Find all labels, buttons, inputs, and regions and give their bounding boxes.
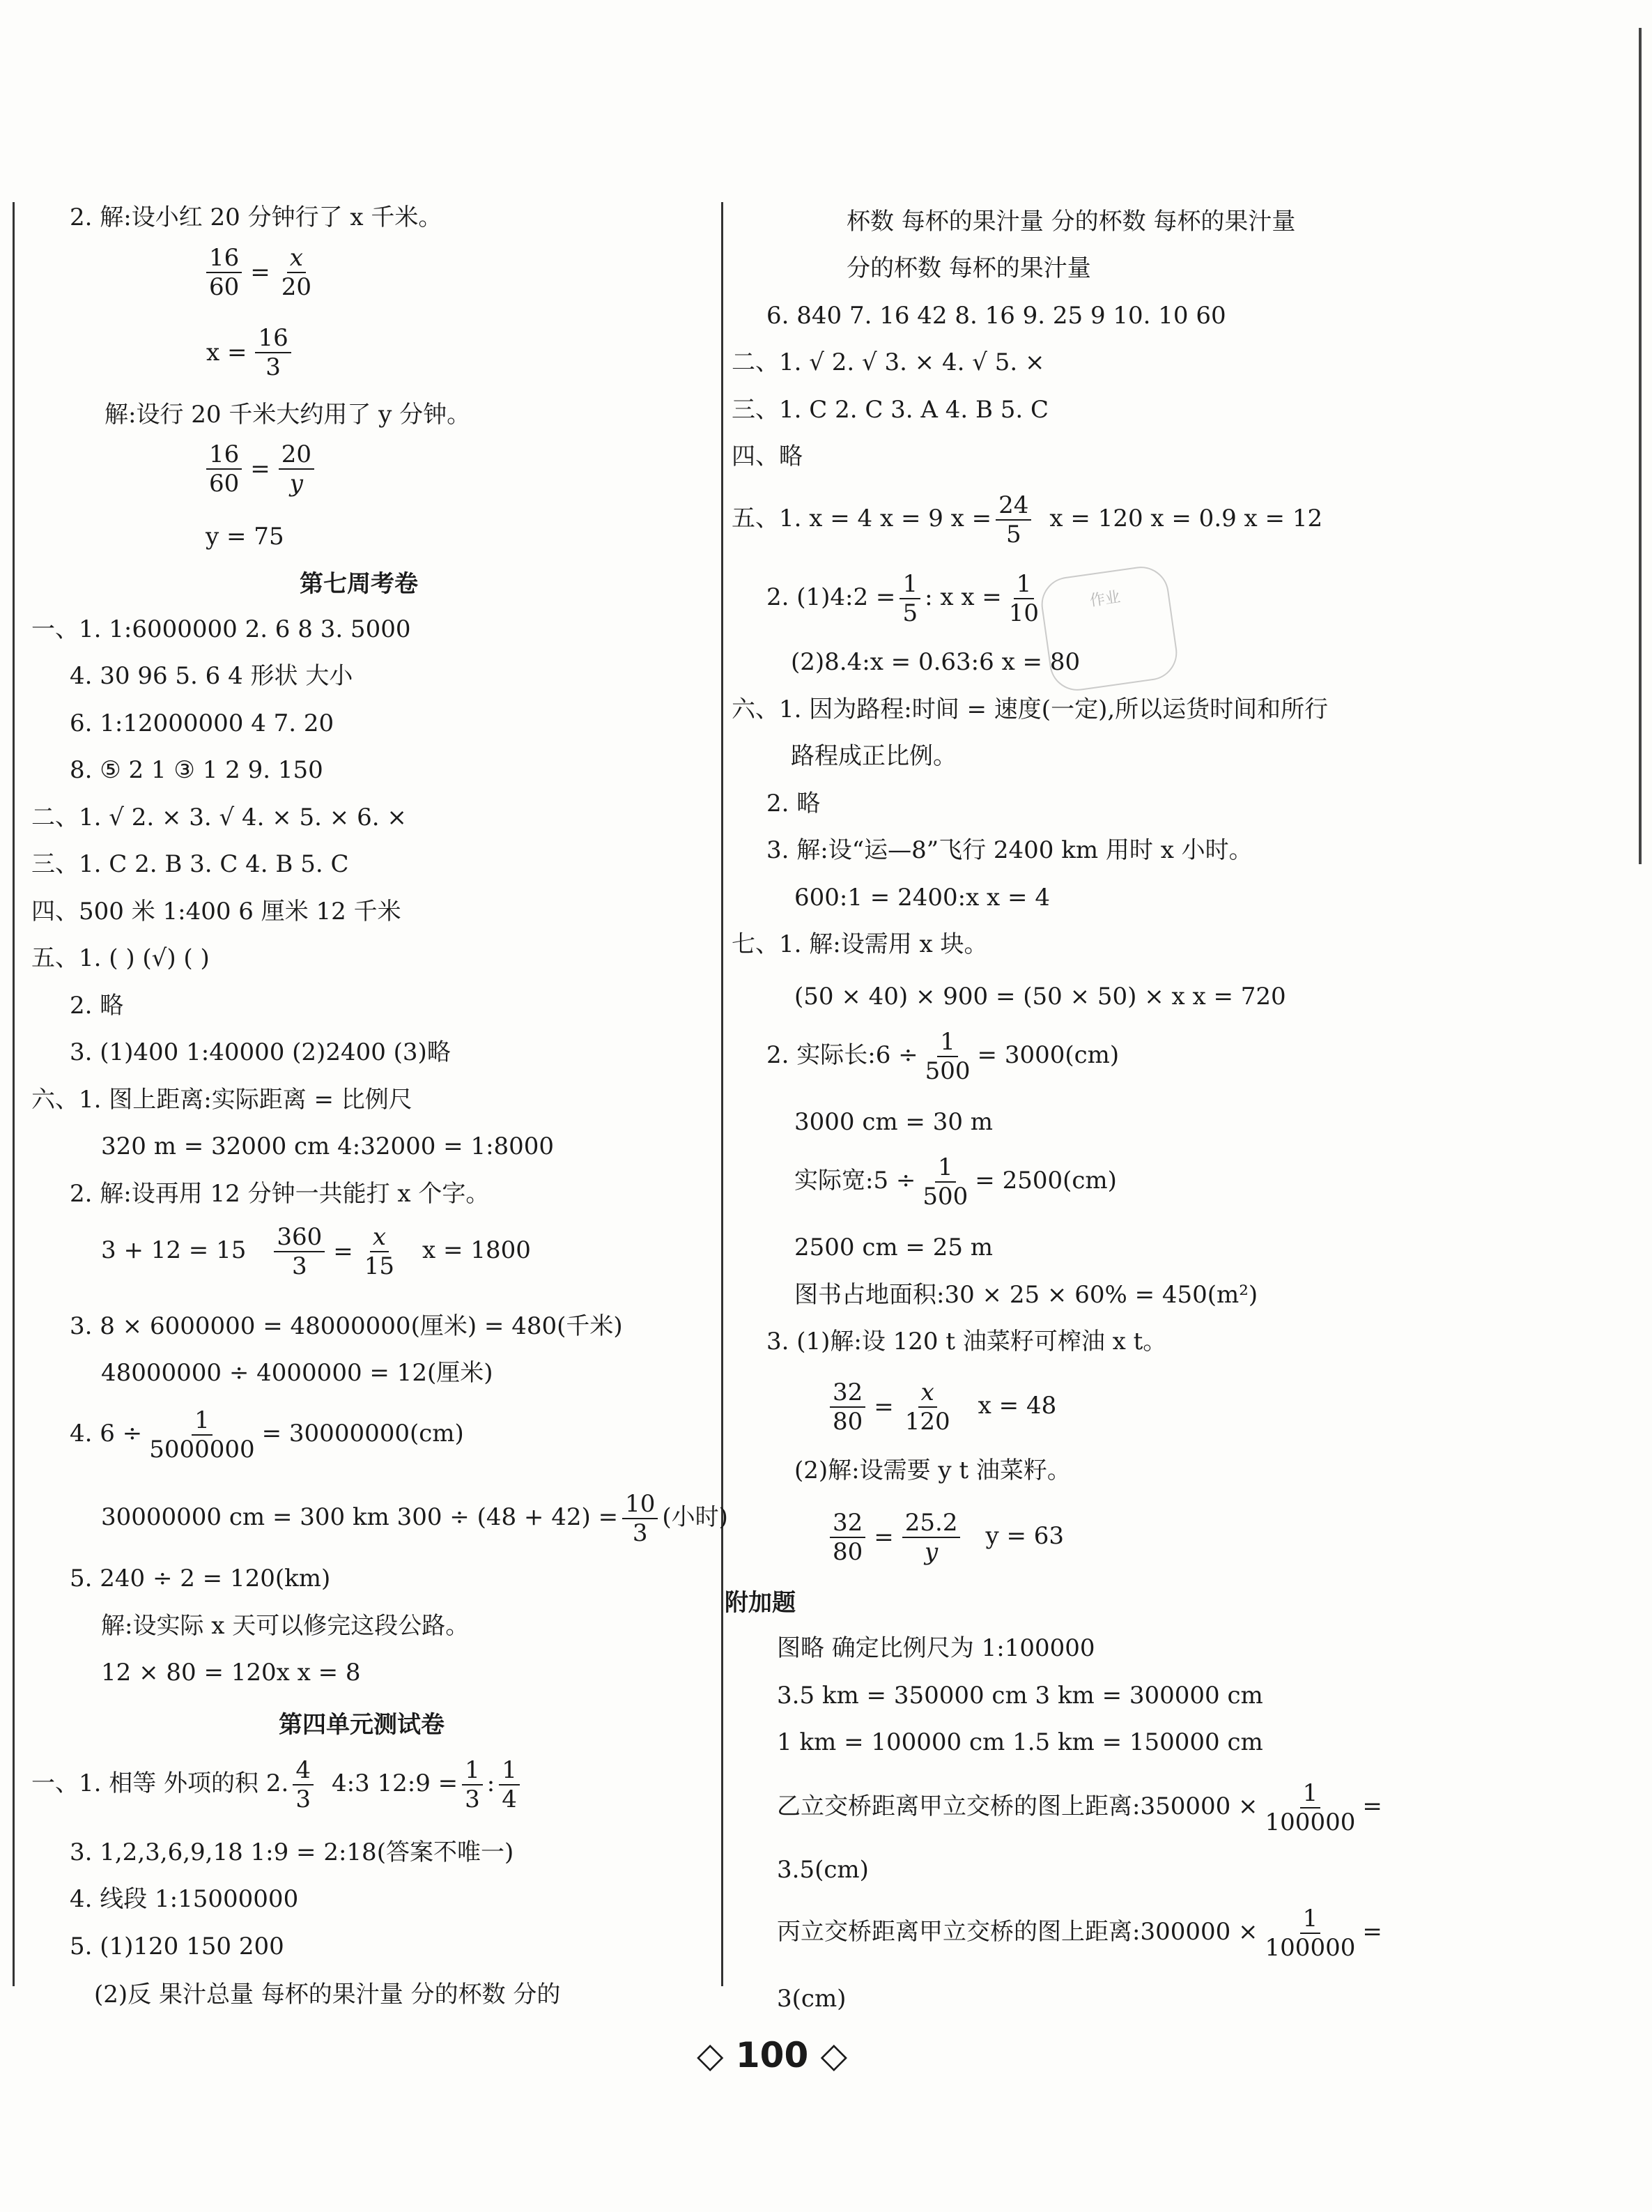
fraction: $\frac{1}{100000}$ — [1265, 1905, 1356, 1962]
fraction: $\frac{x}{120}$ — [904, 1378, 950, 1436]
text-line: 4. 线段 1:15000000 — [70, 1885, 299, 1913]
fraction: $\frac{32}{80}$ — [830, 1378, 865, 1436]
equation: $\frac{16}{60}$ = $\frac{20}{y}$ — [202, 440, 318, 498]
fraction: $\frac{1}{500}$ — [925, 1028, 971, 1085]
equation: 乙立交桥距离甲立交桥的图上距离:350000 × $\frac{1}{100000}$ = — [777, 1779, 1382, 1836]
left-column — [0, 0, 728, 2212]
text-line: 5. 240 ÷ 2 = 120(km) — [70, 1565, 331, 1592]
equation: $\frac{16}{60}$ = $\frac{x}{20}$ — [202, 244, 318, 301]
equation: 2. 实际长:6 ÷ $\frac{1}{500}$ = 3000(cm) — [766, 1028, 1120, 1085]
text-line: 一、1. 1:6000000 2. 6 8 3. 5000 — [31, 615, 411, 643]
fraction: $\frac{1}{10}$ — [1008, 570, 1040, 627]
fraction: $\frac{16}{60}$ — [206, 244, 242, 301]
equation: $\frac{32}{80}$ = $\frac{x}{120}$ x = 48 — [826, 1378, 1056, 1436]
fraction: $\frac{360}{3}$ — [274, 1223, 325, 1280]
text-line: 4. 30 96 5. 6 4 形状 大小 — [70, 662, 353, 690]
text-line: 12 × 80 = 120x x = 8 — [101, 1659, 361, 1687]
text-line: 2. 解:设小红 20 分钟行了 x 千米。 — [70, 203, 442, 231]
equation: 4. 6 ÷ $\frac{1}{5000000}$ = 30000000(cm) — [70, 1406, 464, 1464]
equation: $\frac{32}{80}$ = $\frac{25.2}{y}$ y = 63 — [826, 1509, 1064, 1566]
text-line: 8. ⑤ 2 1 ③ 1 2 9. 150 — [70, 756, 323, 784]
fraction: $\frac{x}{15}$ — [364, 1223, 395, 1280]
equation: 五、1. x = 4 x = 9 x = $\frac{24}{5}$ x = 120 x = 0.9 x = 12 — [732, 491, 1323, 548]
fraction: $\frac{16}{3}$ — [255, 324, 291, 381]
text-line: 6. 1:12000000 4 7. 20 — [70, 709, 334, 737]
text-line: 3. 8 × 6000000 = 48000000(厘米) = 480(千米) — [70, 1312, 623, 1340]
text-line: 图书占地面积:30 × 25 × 60% = 450(m²) — [794, 1281, 1258, 1309]
fraction: $\frac{1}{500}$ — [923, 1153, 968, 1211]
page-number: ◇ 100 ◇ — [697, 2035, 848, 2075]
text-line: 分的杯数 每杯的果汁量 — [847, 254, 1091, 282]
text-line: 五、1. ( ) (√) ( ) — [31, 944, 210, 972]
equation: 30000000 cm = 300 km 300 ÷ (48 + 42) = $\frac{10}{3}$ (小时) — [101, 1490, 728, 1547]
watermark-stamp: 作业 — [1037, 563, 1180, 694]
text-line: 2. 解:设再用 12 分钟一共能打 x 个字。 — [70, 1180, 490, 1208]
right-column — [725, 0, 1630, 2212]
text-line: 48000000 ÷ 4000000 = 12(厘米) — [101, 1359, 493, 1387]
text-line: 六、1. 因为路程:时间 = 速度(一定),所以运货时间和所行 — [732, 696, 1329, 723]
text-line: 3. 1,2,3,6,9,18 1:9 = 2:18(答案不唯一) — [70, 1838, 514, 1866]
fraction: $\frac{10}{3}$ — [622, 1490, 658, 1547]
text-line: 杯数 每杯的果汁量 分的杯数 每杯的果汁量 — [847, 208, 1296, 236]
text-line: y = 75 — [206, 523, 284, 551]
section-heading: 第四单元测试卷 — [279, 1711, 445, 1739]
equation: x = $\frac{16}{3}$ — [202, 324, 295, 381]
text-line: 2500 cm = 25 m — [794, 1234, 994, 1261]
equation: 实际宽:5 ÷ $\frac{1}{500}$ = 2500(cm) — [794, 1153, 1117, 1211]
text-line: 图略 确定比例尺为 1:100000 — [777, 1634, 1095, 1662]
text-line: 3. 解:设“运—8”飞行 2400 km 用时 x 小时。 — [766, 836, 1253, 864]
fraction: $\frac{20}{y}$ — [279, 440, 314, 498]
text-line: 路程成正比例。 — [791, 742, 957, 770]
section-heading: 附加题 — [725, 1589, 796, 1617]
fraction: $\frac{1}{5}$ — [900, 570, 920, 627]
text-line: 2. 略 — [70, 992, 124, 1020]
text-line: 3. (1)400 1:40000 (2)2400 (3)略 — [70, 1038, 451, 1066]
fraction: $\frac{25.2}{y}$ — [902, 1509, 961, 1566]
equation: 2. (1)4:2 = $\frac{1}{5}$ : x x = $\frac{1}{10}$ — [766, 570, 1046, 627]
text-line: 600:1 = 2400:x x = 4 — [794, 884, 1050, 912]
page-edge-line — [1639, 28, 1642, 864]
fraction: $\frac{1}{100000}$ — [1265, 1779, 1356, 1836]
text-line: 3000 cm = 30 m — [794, 1108, 994, 1136]
text-line: (2)8.4:x = 0.63:6 x = 80 — [791, 648, 1081, 676]
text-line: 七、1. 解:设需用 x 块。 — [732, 930, 988, 958]
text-line: 六、1. 图上距离:实际距离 = 比例尺 — [31, 1086, 412, 1114]
text-line: 3. (1)解:设 120 t 油菜籽可榨油 x t。 — [766, 1328, 1167, 1355]
text-line: 三、1. C 2. B 3. C 4. B 5. C — [31, 850, 349, 878]
text-line: 320 m = 32000 cm 4:32000 = 1:8000 — [101, 1132, 555, 1160]
text-line: 3(cm) — [777, 1985, 847, 2013]
text-line: (50 × 40) × 900 = (50 × 50) × x x = 720 — [794, 983, 1286, 1011]
text-line: 四、略 — [732, 443, 803, 470]
column-divider — [721, 202, 723, 1986]
text-line: 解:设实际 x 天可以修完这段公路。 — [101, 1612, 470, 1640]
text-line: (2)反 果汁总量 每杯的果汁量 分的杯数 分的 — [94, 1981, 561, 2009]
fraction: $\frac{16}{60}$ — [206, 440, 242, 498]
text-line: 三、1. C 2. C 3. A 4. B 5. C — [732, 396, 1049, 424]
equation: 丙立交桥距离甲立交桥的图上距离:300000 × $\frac{1}{100000}$ = — [777, 1905, 1382, 1962]
fraction: $\frac{x}{20}$ — [281, 244, 312, 301]
fraction: $\frac{1}{5000000}$ — [149, 1406, 255, 1464]
text-line: 二、1. √ 2. √ 3. × 4. √ 5. × — [732, 348, 1045, 376]
text-line: 解:设行 20 千米大约用了 y 分钟。 — [105, 401, 471, 429]
equation: 3 + 12 = 15 $\frac{360}{3}$ = $\frac{x}{15}$ x = 1800 — [101, 1223, 531, 1280]
fraction: $\frac{24}{5}$ — [996, 491, 1031, 548]
equation: 一、1. 相等 外项的积 2. $\frac{4}{3}$ 4:3 12:9 = $\frac{1}{3}$ : $\frac{1}{4}$ — [31, 1756, 524, 1813]
text-line: 5. (1)120 150 200 — [70, 1933, 284, 1960]
text-line: 6. 840 7. 16 42 8. 16 9. 25 9 10. 10 60 — [766, 302, 1226, 330]
text-line: 3.5(cm) — [777, 1856, 869, 1884]
fraction: $\frac{32}{80}$ — [830, 1509, 865, 1566]
text-line: 3.5 km = 350000 cm 3 km = 300000 cm — [777, 1682, 1263, 1710]
text-line: (2)解:设需要 y t 油菜籽。 — [794, 1457, 1071, 1484]
text-line: 2. 略 — [766, 790, 821, 817]
fraction: $\frac{4}{3}$ — [293, 1756, 314, 1813]
fraction: $\frac{1}{3}$ — [462, 1756, 483, 1813]
text-line: 四、500 米 1:400 6 厘米 12 千米 — [31, 898, 401, 925]
section-heading: 第七周考卷 — [300, 570, 418, 598]
text-line: 二、1. √ 2. × 3. √ 4. × 5. × 6. × — [31, 804, 407, 831]
fraction: $\frac{1}{4}$ — [499, 1756, 520, 1813]
text-line: 1 km = 100000 cm 1.5 km = 150000 cm — [777, 1728, 1263, 1756]
